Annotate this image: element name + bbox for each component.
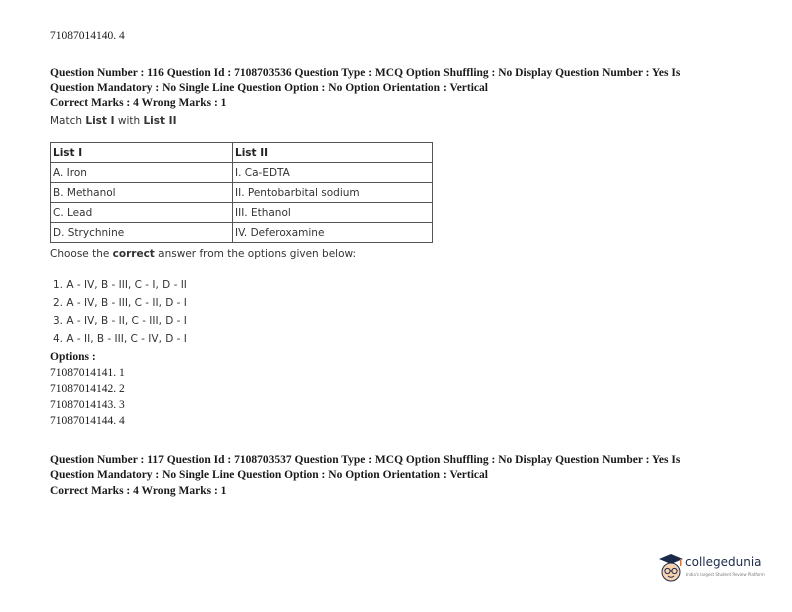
table-cell: III. Ethanol — [233, 203, 433, 223]
table-row — [51, 163, 433, 183]
choose-post: answer from the options given below: — [154, 248, 357, 260]
table-header-list2: List II — [233, 143, 433, 163]
previous-option-line: 71087014140. 4 — [50, 30, 125, 42]
answer-choice-3: 3. A - IV, B - II, C - III, D - I — [53, 315, 187, 327]
prompt-list1: List I — [85, 115, 115, 127]
option-id-4: 71087014144. 4 — [50, 415, 125, 427]
table-cell: I. Ca-EDTA — [233, 163, 433, 183]
match-table — [50, 142, 433, 243]
option-id-1: 71087014141. 1 — [50, 367, 125, 379]
prompt-list2: List II — [143, 115, 177, 127]
graduate-face-icon — [658, 553, 684, 583]
table-row — [51, 183, 433, 203]
table-cell: A. Iron — [51, 163, 233, 183]
table-cell: C. Lead — [51, 203, 233, 223]
option-id-3: 71087014143. 3 — [50, 399, 125, 411]
choose-pre: Choose the — [50, 248, 113, 260]
answer-choice-2: 2. A - IV, B - III, C - II, D - I — [53, 297, 187, 309]
q117-meta-line-1: Question Number : 117 Question Id : 7108703537 Question Type : MCQ Option Shuffling : No Display Question Number : Yes Is — [50, 454, 681, 466]
q117-meta-line-2: Question Mandatory : No Single Line Question Option : No Option Orientation : Vertical — [50, 469, 488, 481]
logo-tagline: India's largest Student Review Platform — [686, 572, 765, 577]
table-cell: II. Pentobarbital sodium — [233, 183, 433, 203]
answer-choice-4: 4. A - II, B - III, C - IV, D - I — [53, 333, 187, 345]
logo-name: collegedunia — [685, 555, 762, 569]
prompt-mid: with — [114, 115, 144, 127]
prompt-pre: Match — [50, 115, 86, 127]
table-header-list1: List I — [51, 143, 233, 163]
q116-marks: Correct Marks : 4 Wrong Marks : 1 — [50, 97, 227, 109]
table-row — [51, 203, 433, 223]
answer-choice-1: 1. A - IV, B - III, C - I, D - II — [53, 279, 187, 291]
options-label: Options : — [50, 351, 96, 363]
table-header-row — [51, 143, 433, 163]
table-cell: D. Strychnine — [51, 223, 233, 243]
q116-prompt — [50, 114, 177, 129]
option-id-2: 71087014142. 2 — [50, 383, 125, 395]
collegedunia-logo — [658, 553, 768, 585]
table-cell: B. Methanol — [51, 183, 233, 203]
choose-instruction — [50, 247, 356, 262]
q116-meta-line-2: Question Mandatory : No Single Line Question Option : No Option Orientation : Vertical — [50, 82, 488, 94]
q116-meta-line-1: Question Number : 116 Question Id : 7108703536 Question Type : MCQ Option Shuffling : No Display Question Number : Yes Is — [50, 67, 681, 79]
choose-emph: correct — [112, 248, 155, 260]
table-row — [51, 223, 433, 243]
q117-marks: Correct Marks : 4 Wrong Marks : 1 — [50, 485, 227, 497]
table-cell: IV. Deferoxamine — [233, 223, 433, 243]
